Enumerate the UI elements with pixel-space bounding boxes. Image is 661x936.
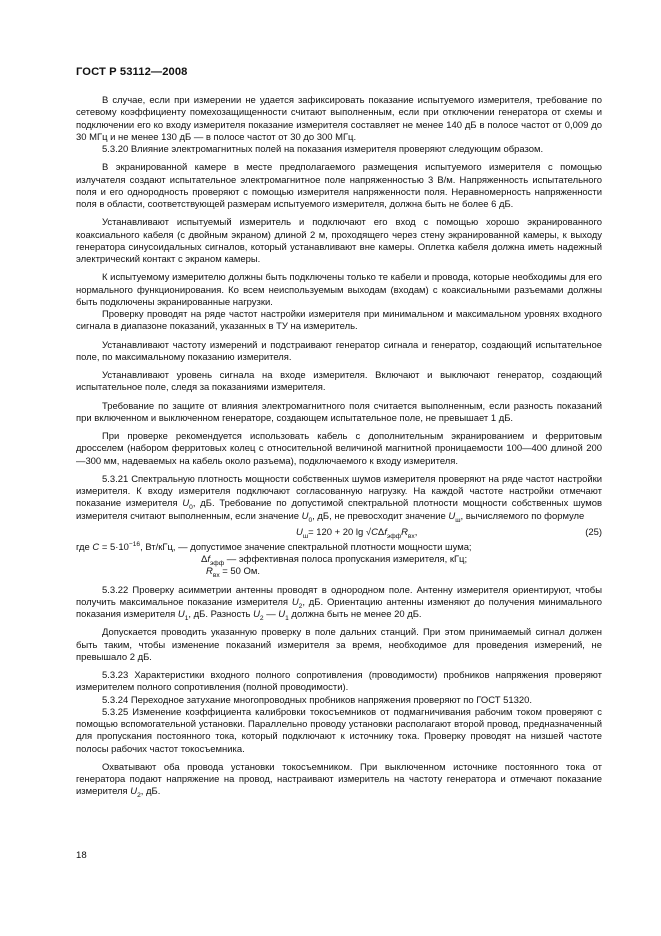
paragraph: При проверке рекомендуется использовать кабель с дополнительным экранированием и ферритовым дросселем (набором ферритовых колец с относительной величиной магнитной проницаемости 100—400 длиной 200—300 мм, надеваемых на кабель около разъема), подключаемого к входу измерителя. [76,431,602,467]
paragraph-5-3-24: 5.3.24 Переходное затухание многопроводных пробников напряжения проверяют по ГОСТ 51320. [102,694,532,706]
document-header: ГОСТ Р 53112—2008 [76,66,188,78]
paragraph: В экранированной камере в месте предполагаемого размещения испытуемого измерителя с помощью излучателя создают испытательное электромагнитное поле напряженностью 3 В/м. Напряженность испытательного поля и его однородность проверяют с помощью измерителя напряженности поля. Неравномерность напряженности поля в области, соответствующей размерам испытуемого измерителя, должна быть не более 6 дБ. [76,162,602,210]
symbol-delta: Δ [201,554,208,565]
definition-c [76,542,602,554]
symbol-u: U [177,609,185,620]
subscript: 1 [184,614,189,622]
text-run: , дБ. Разность [188,609,254,620]
formula-delta: Δ [377,526,385,538]
text-run: 5.3.21 Спектральную плотность мощности собственных шумов измерителя проверяют на ряде частот настройки измерителя. К входу измерителя подключают согласованную нагрузку. На каждой частоте настройки отмечают показание измерителя [76,473,602,510]
paragraph-5-3-22 [76,585,602,622]
paragraph: Устанавливают испытуемый измеритель и подключают его вход с помощью хорошо экранированного коаксиального кабеля (с двойным экраном) длиной 2 м, проходящего через стену экранированной камеры, к выходу генератора синусоидальных сигналов, который устанавливают вне камеры. Оплетка кабеля должна иметь надежный электрический контакт с экраном камеры. [76,217,602,265]
paragraph-5-3-25: 5.3.25 Изменение коэффициента калибровки токосъемников от подмагничивания рабочим током проверяют с помощью вспомогательной установки. Параллельно проводу установки располагают второй провод, предназначенный для пропускания постоянного тока, который подключают к источнику тока. Проверку проводят на низшей частоте полосы рабочих частот токосъемника. [76,706,602,755]
symbol-f: f [207,554,210,565]
formula-r: R [401,526,408,538]
symbol-r: R [206,566,213,578]
formula-expression [296,527,417,539]
sqrt-symbol: √ [365,526,372,538]
formula-f: f [384,526,387,538]
symbol-u: U [182,498,190,510]
paragraph: К испытуемому измерителю должны быть подключены только те кабели и провода, которые необходимы для его нормального функционирования. Ко всем неиспользуемым выходам (входам) с коаксиальными разъемами должны быть подключены экранированные нагрузки. [76,272,602,308]
symbol-u: U [301,510,309,522]
paragraph: Допускается проводить указанную проверку в поле дальних станций. При этом принимаемый сигнал должен быть таким, чтобы изменение показаний измерителя за время, необходимое для проведения измерений, не превышало 2 дБ. [76,627,602,663]
formula-end: , [414,526,418,538]
text-run: , дБ, не превосходит значение [312,510,449,522]
subscript: вх [212,572,220,580]
subscript: 2 [259,614,264,622]
text-run: , дБ. [140,786,161,798]
formula-lhs-sub: ш [302,532,309,540]
paragraph-5-3-20: 5.3.20 Влияние электромагнитных полей на показания измерителя проверяют следующим образом. [102,144,544,155]
text-run: 5.3.22 Проверку асимметрии антенны проводят в однородном поле. Антенну измерителя ориентируют, чтобы получить максимальное показание измерителя [76,584,602,608]
text-run: = 5·10 [99,541,129,553]
symbol-c: C [92,541,100,553]
symbol-u: U [448,510,456,522]
paragraph: В случае, если при измерении не удается зафиксировать показание испытуемого измерителя, требование по сетевому коэффициенту помехозащищенности считают выполненным, если при отключении генератора от схемы и подключении его ко входу измерителя показание измерителя составляет не менее 140 дБ в полосе частот от 0,009 до 30 МГц и не менее 130 дБ — в полосе частот от 30 до 300 МГц. [76,95,602,143]
formula-r-sub: вх [407,532,415,540]
symbol-u: U [130,786,138,798]
subscript: 0 [308,516,313,524]
subscript: 0 [189,504,193,512]
document-body [76,95,602,799]
subscript: 2 [137,792,141,800]
formula-f-sub: эфф [386,532,402,540]
formula-rhs: = 120 + 20 lg [308,526,366,538]
subscript: эфф [209,559,225,567]
paragraph: Устанавливают уровень сигнала на входе измерителя. Включают и выключают генератор, создающий испытательное поле, следя за показаниями измерителя. [76,370,602,394]
paragraph: Требование по защите от влияния электромагнитного поля считается выполненным, если разность показаний при включенном и выключенном генераторе, создающем испытательное поле, не превышает 1 дБ. [76,400,602,424]
page-number: 18 [76,850,87,861]
formula-lhs: U [296,526,303,538]
text-run: , вычисляемого по формуле [460,510,585,522]
paragraph: Устанавливают частоту измерений и подстраивают генератор сигнала и генератор, создающий испытательное поле, по максимальному показанию измерителя. [76,339,602,363]
definition-f-eff [76,554,602,566]
superscript: −16 [128,540,141,548]
symbol-u: U [278,609,286,620]
formula-25 [76,525,602,542]
subscript: 1 [285,614,289,622]
formula-c: C [371,526,378,538]
definition-r-in [76,566,602,578]
text-run: должна быть не менее 20 дБ. [288,609,422,620]
paragraph-5-3-23: 5.3.23 Характеристики входного полного сопротивления (проводимости) пробников напряжения проверяют измерителем полного сопротивления (полной проводимости). [76,670,602,694]
text-run: = 50 Ом. [219,566,260,578]
text-run: — [263,609,279,620]
text-run: Охватывают оба провода установки токосъемником. При выключенном источнике постоянного тока от генератора подают напряжение на провод, настраивают измеритель на частоту генератора и отмечают показание измерителя [76,761,602,798]
subscript: 2 [298,602,303,610]
paragraph [76,762,602,799]
symbol-u: U [253,609,260,620]
paragraph: Проверку проводят на ряде частот настройки измерителя при минимальном и максимальном уровнях входного сигнала в диапазоне показаний, указанных в ТУ на измеритель. [76,309,602,333]
paragraph-5-3-21 [76,474,602,523]
text-run: , Вт/кГц, — допустимое значение спектральной плотности мощности шума; [140,541,472,553]
text-run: где [76,541,93,553]
text-run: , дБ. Требование по допустимой спектральной плотности мощности собственных шумов измерителя считают выполненным, если значение [76,498,603,522]
text-run: , дБ. Ориентацию антенны изменяют до получения минимального показания измерителя [76,596,602,620]
symbol-u: U [291,596,299,608]
subscript: ш [455,516,461,524]
formula-number: (25) [585,526,602,538]
text-run: — эффективная полоса пропускания измерителя, кГц; [224,554,468,565]
